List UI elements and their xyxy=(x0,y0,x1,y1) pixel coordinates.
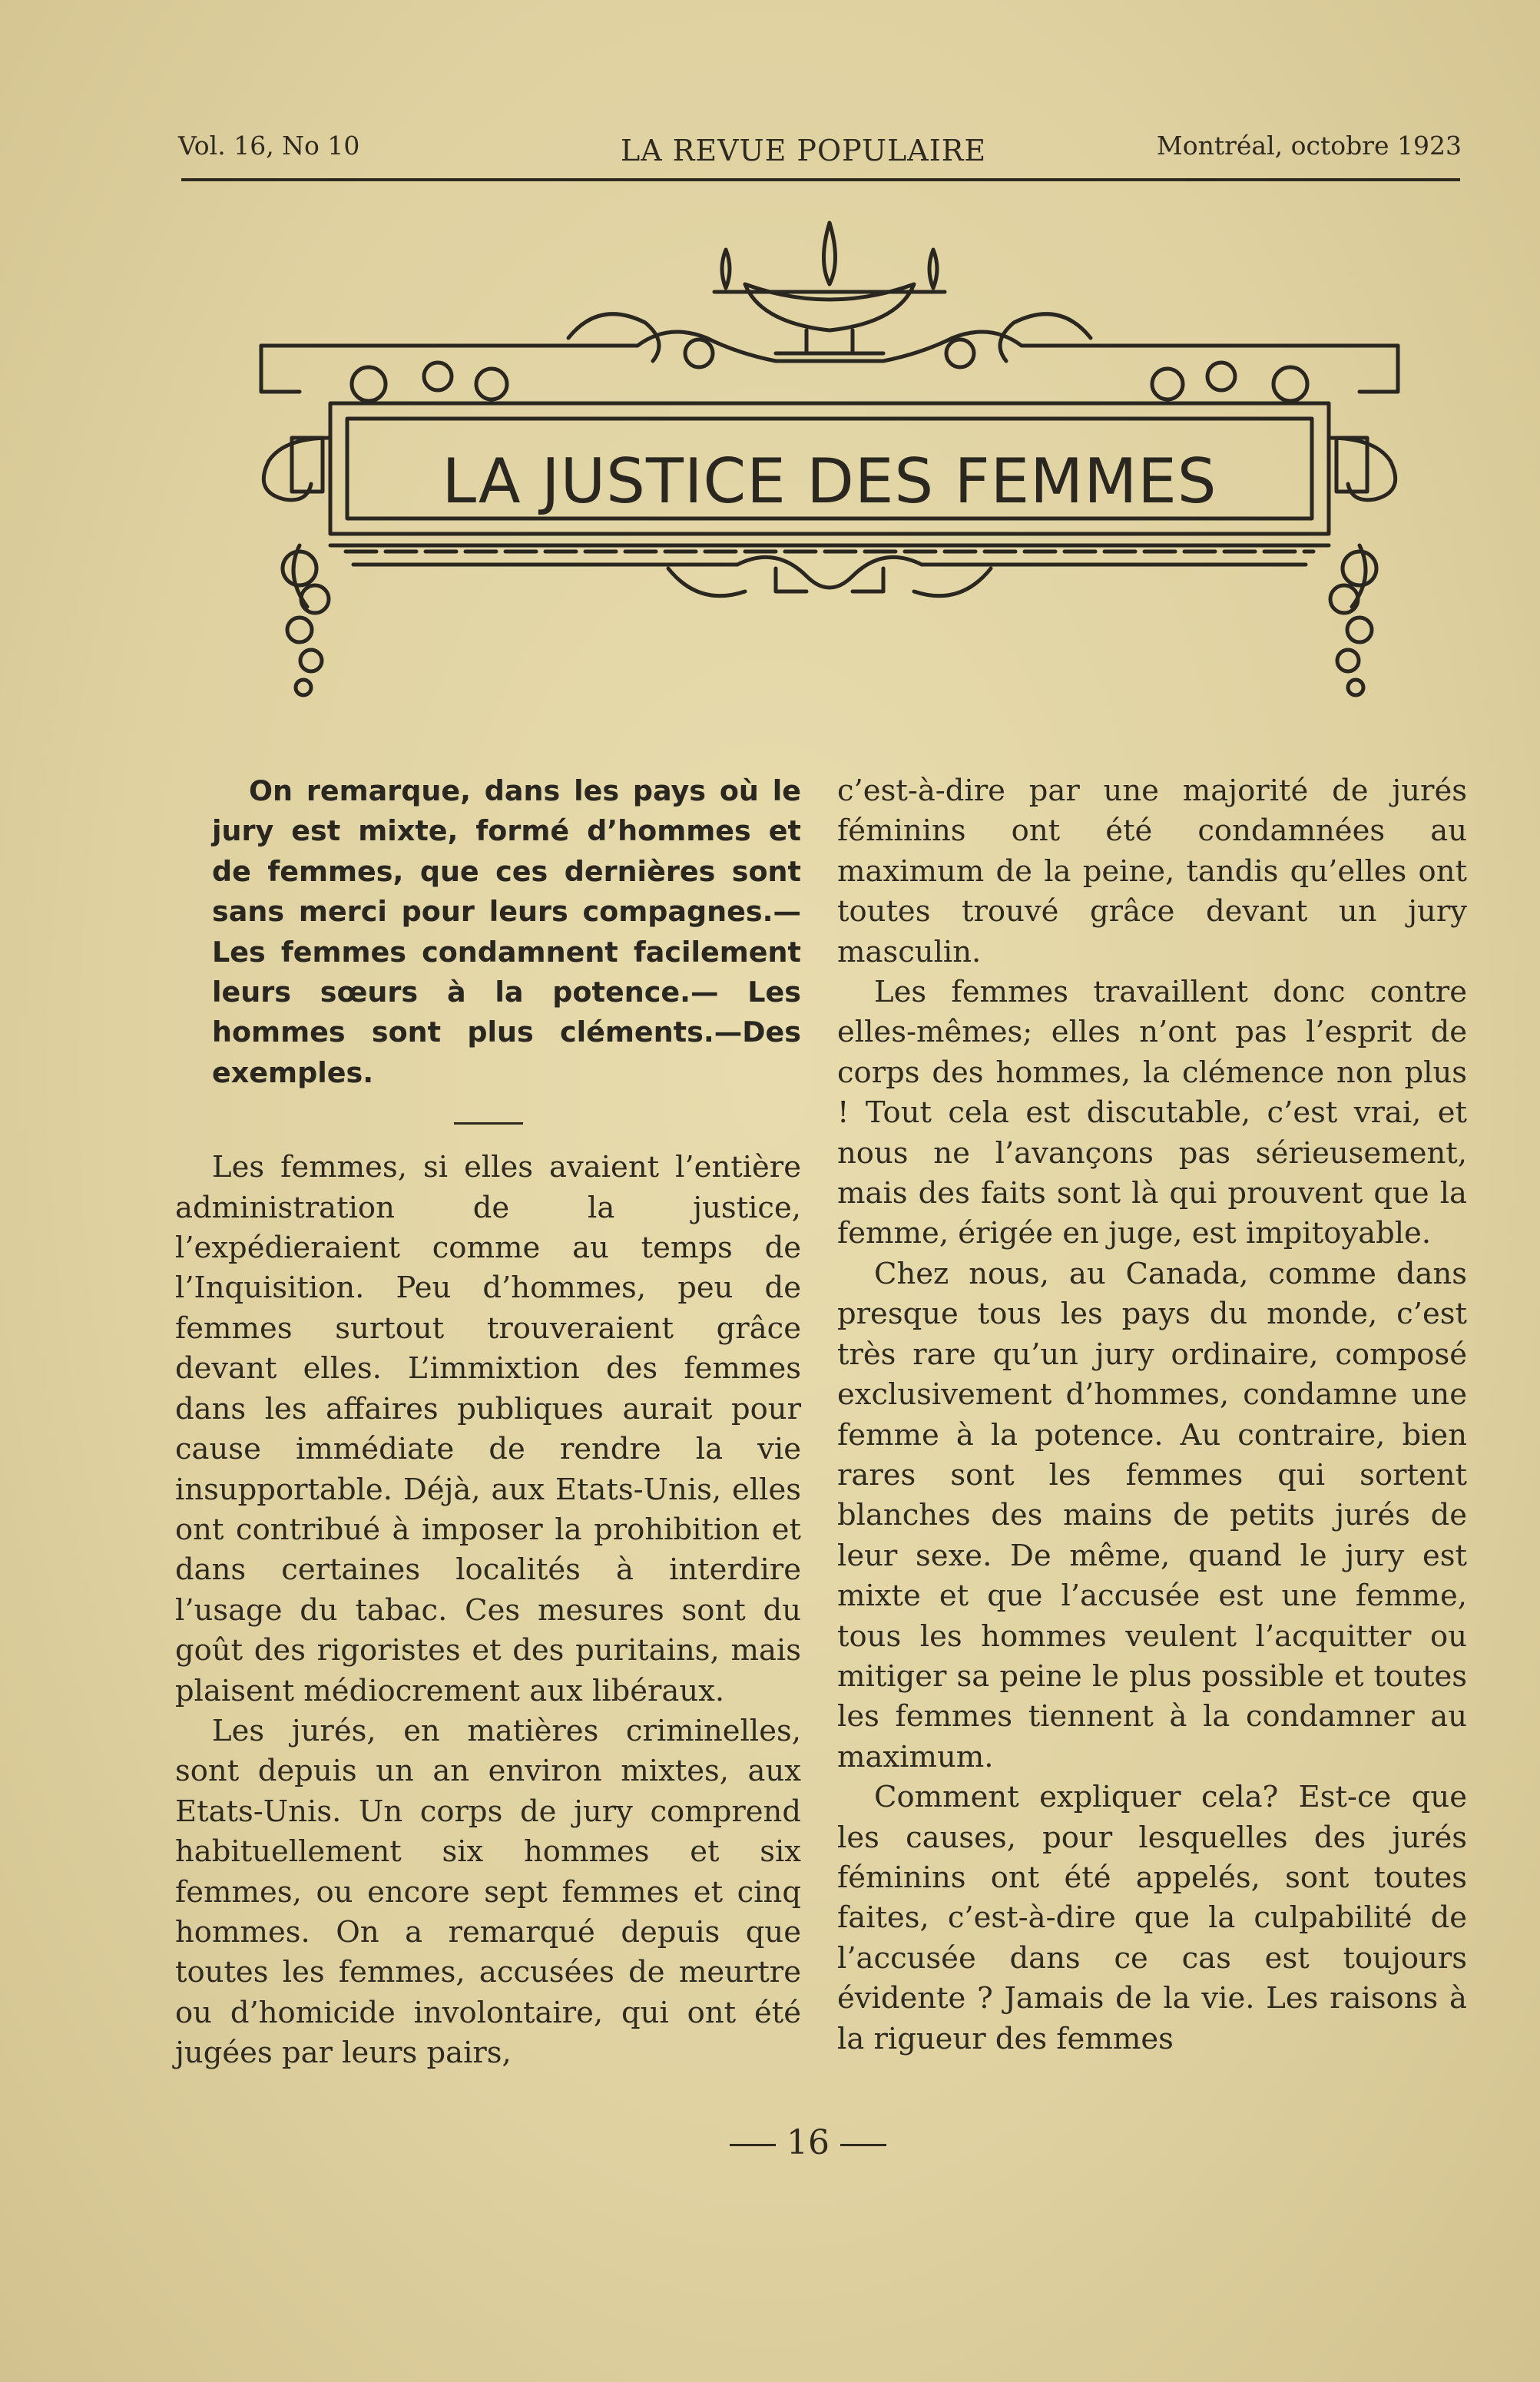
paragraph: Les femmes, si elles avaient l’entière administration de la justice, l’expédieraient comme au temps de l’Inquisition. Peu d’hommes, peu de femmes surtout trouveraient grâce devant elles. L’immixtion des femmes dans les affaires publiques aurait pour cause immédiate de rendre la vie insupportable. Déjà, aux Etats-Unis, elles ont contribué à imposer la prohibition et dans certaines localités à interdire l’usage du tabac. Ces mesures sont du goût des rigoristes et des puritains, mais plaisent médiocrement aux libéraux. xyxy=(175,1150,801,1708)
footer-dash-right xyxy=(840,2144,886,2146)
title-banner xyxy=(238,207,1421,714)
article-summary: On remarque, dans les pays où le jury est mixte, formé d’hommes et de femmes, que ces dernières sont sans merci pour leurs compagnes.—Les femmes condamnent facilement leurs sœurs à la potence.— Les hommes sont plus cléments.—Des exemples. xyxy=(212,774,801,1089)
paragraph: Comment expliquer cela? Est-ce que les causes, pour lesquelles des jurés féminins ont été appelés, sont toutes faites, c’est-à-dire que la culpabilité de l’accusée dans ce cas est toujours évidente ? Jamais de la vie. Les raisons à la rigueur des femmes xyxy=(837,1780,1467,2056)
issue-date: Montréal, octobre 1923 xyxy=(1156,131,1462,161)
paragraph: Les jurés, en matières criminelles, sont depuis un an environ mixtes, aux Etats-Unis. Un corps de jury comprend habituellement six hommes et six femmes, ou encore sept femmes et cinq hommes. On a remarqué depuis que toutes les femmes, accusées de meurtre ou d’homicide involontaire, qui ont été jugées par leurs pairs, xyxy=(175,1713,801,2071)
article-title: LA JUSTICE DES FEMMES xyxy=(442,446,1217,517)
paragraph-continuation: c’est-à-dire par une majorité de jurés féminins ont été condamnées au maximum de la peine, tandis qu’elles ont toutes trouvé grâce devant un jury masculin. xyxy=(837,774,1467,969)
paragraph: Chez nous, au Canada, comme dans presque tous les pays du monde, c’est très rare qu’un jury ordinaire, composé exclusivement d’hommes, condamne une femme à la potence. Au contraire, bien rares sont les femmes qui sortent blanches des mains de petits jurés de leur sexe. De même, quand le jury est mixte et que l’accusée est une femme, tous les hommes veulent l’acquitter ou mitiger sa peine le plus possible et toutes les femmes tiennent à la condamner au maximum. xyxy=(837,1256,1467,1774)
paragraph: Les femmes travaillent donc contre elles-mêmes; elles n’ont pas l’esprit de corps des hommes, la clémence non plus ! Tout cela est discutable, c’est vrai, et nous ne l’avançons pas sérieusement, mais des faits sont là qui prouvent que la femme, érigée en juge, est impitoyable. xyxy=(837,975,1467,1251)
magazine-title: LA REVUE POPULAIRE xyxy=(621,134,987,167)
left-column xyxy=(175,771,801,2074)
header-rule xyxy=(181,178,1460,181)
right-column xyxy=(837,771,1467,2059)
volume-number: Vol. 16, No 10 xyxy=(178,131,360,161)
separator-dash xyxy=(454,1122,523,1125)
page-footer xyxy=(730,2123,899,2162)
page-header xyxy=(175,123,1462,184)
page-number: 16 xyxy=(787,2123,830,2162)
footer-dash-left xyxy=(730,2144,776,2146)
